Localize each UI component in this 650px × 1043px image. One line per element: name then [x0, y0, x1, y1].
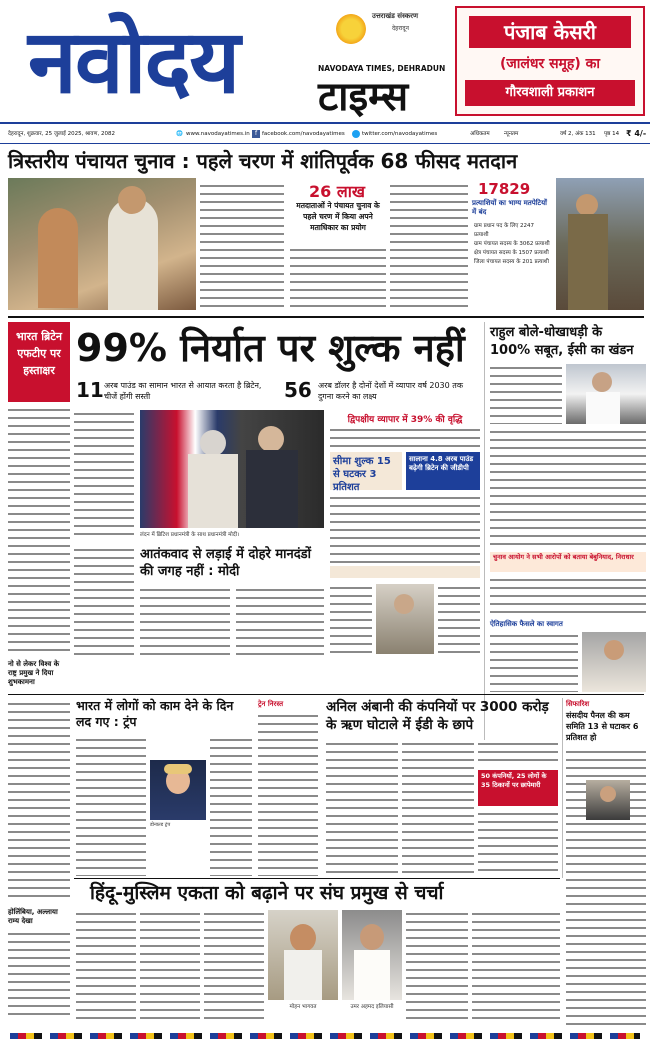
rahul-text-col4: [490, 632, 578, 692]
sangh-photo-1: [268, 910, 338, 1000]
ed-text-col2: [402, 740, 474, 876]
lead-bullet: क्षेत्र पंचायत सदस्य के 1507 प्रत्याशी: [474, 250, 549, 256]
trump-headline: भारत में लोगों को काम देने के दिन लद गए : ट्रंप: [76, 698, 234, 729]
divider: [562, 698, 563, 878]
sidebar-photo: [586, 780, 630, 820]
uk-photo-2: [376, 584, 434, 654]
uk-deal-side-label: भारत ब्रिटेन एफटीए पर हस्ताक्षर: [8, 322, 70, 402]
twitter-icon: [352, 130, 360, 138]
weather-max: अधिकतम: [470, 131, 490, 137]
left-brief-text-2: [8, 930, 70, 1020]
left-brief-text: [8, 700, 70, 900]
weather-min: न्यूनतम: [504, 131, 519, 137]
uk-stat-2-num: 56: [284, 378, 312, 402]
dateline-twitter[interactable]: twitter.com/navodayatimes: [362, 131, 438, 137]
trump-text-col1: [76, 736, 146, 876]
sangh-headline: हिंदू-मुस्लिम एकता को बढ़ाने पर संघ प्रमुख से चर्चा: [90, 882, 444, 904]
promo-line-3: गौरवशाली प्रकाशन: [465, 80, 635, 106]
uk-stat-2-text: अरब डॉलर है दोनों देशों में व्यापार वर्ष 2030 तक दुगना करने का लक्ष्य: [318, 381, 463, 401]
left-brief-sub: होलिंबिया, अल्लाया राम्य देखा: [8, 908, 58, 925]
masthead-sub-logo: टाइम्स: [318, 74, 409, 120]
uk-deal-text-col1: [8, 406, 70, 656]
divider: [8, 694, 644, 695]
lead-figure-1: 26 लाख: [309, 182, 365, 201]
registration-bar: [0, 1030, 650, 1043]
rahul-text-col1: [490, 364, 562, 424]
uk-trade-text-2: [330, 494, 480, 564]
lead-figure-2: 17829: [478, 180, 531, 198]
lead-photo-voters: [8, 178, 196, 310]
lead-figure-2-caption: प्रत्याशियों का भाग्य मतपेटियों में बंद: [472, 199, 547, 216]
sidebar-headline: संसदीय पैनल की कम समिति 13 से घटाकर 6 प्रतिशत हो: [566, 711, 639, 742]
rahul-photo-2: [582, 632, 646, 692]
lead-text-col3: [390, 182, 468, 310]
trump-photo: [150, 760, 206, 820]
uk-stat-1-num: 11: [76, 378, 104, 402]
uk-deal-text-col2: [74, 410, 134, 540]
uk-stat-1-text: अरब पाउंड का सामान भारत से आयात करता है ब्रिटेन, चीजें होंगी सस्ती: [104, 381, 262, 401]
sidebar-kicker: सिफारिश: [566, 700, 590, 708]
masthead: [0, 0, 650, 122]
uk-text-col6: [330, 584, 372, 654]
uk-deal-headline: 99% निर्यात पर शुल्क नहीं: [76, 326, 465, 370]
promo-box: [455, 6, 645, 116]
dateline-date: देहरादून, शुक्रवार, 25 जुलाई 2025, श्रावण, 2082: [8, 131, 115, 137]
sangh-photo-2: [342, 910, 402, 1000]
promo-line-2: (जालंधर समूह) का: [499, 56, 601, 72]
sun-icon: [336, 14, 366, 44]
dateline-pages: पृष्ठ 14: [604, 131, 620, 137]
trump-caption: डोनाल्ड ट्रंप: [150, 822, 171, 828]
dateline-facebook[interactable]: facebook.com/navodayatimes: [262, 131, 345, 137]
sangh-text-col4: [406, 910, 468, 1022]
sangh-text-col3: [204, 910, 264, 1022]
dateline-price: ₹ 4/-: [626, 129, 647, 138]
lead-bullet-list: [474, 222, 550, 267]
uk-box-2: सालाना 4.8 अरब पाउंड बढ़ेगी ब्रिटेन की जीडीपी: [406, 452, 480, 490]
ed-kicker: ट्रेन निरस्त: [258, 700, 284, 708]
uk-strip: [330, 566, 480, 578]
sangh-caption-2: उमर अहमद इलियासी: [350, 1004, 394, 1010]
rahul-photo: [566, 364, 646, 424]
uk-deal-subhead: आतंकवाद से लड़ाई में दोहरे मानदंडों की जगह नहीं : मोदी: [140, 547, 311, 579]
lead-text-col1: [200, 182, 284, 310]
sangh-text-col1: [76, 910, 136, 1022]
divider: [8, 316, 644, 318]
lead-headline: त्रिस्तरीय पंचायत चुनाव : पहले चरण में शांतिपूर्वक 68 फीसद मतदान: [8, 149, 518, 173]
rahul-sub: ऐतिहासिक फैसले का स्वागत: [490, 620, 563, 628]
lead-text-col2: [290, 246, 386, 310]
uk-deal-text-col3: [74, 546, 134, 656]
dateline-strip: [0, 122, 650, 144]
uk-deal-photo-caption: लंदन में ब्रिटिश प्रधानमंत्री के साथ प्रधानमंत्री मोदी।: [140, 532, 240, 538]
divider: [74, 878, 560, 879]
lead-bullet: ग्राम पंचायत सदस्य के 3062 प्रत्याशी: [474, 241, 550, 247]
uk-text-col7: [438, 584, 480, 654]
dateline-website[interactable]: www.navodayatimes.in: [186, 131, 250, 137]
dateline-issue: वर्ष 2, अंक 131: [560, 131, 596, 137]
masthead-english-name: NAVODAYA TIMES, DEHRADUN: [318, 64, 446, 73]
rahul-headline: राहुल बोले-धोखाधड़ी के 100% सबूत, ईसी का खंडन: [490, 325, 634, 358]
promo-line-1: पंजाब केसरी: [469, 16, 631, 48]
ed-text-col3: [478, 740, 558, 766]
rahul-text-col2: [490, 428, 646, 548]
uk-trade-text: [330, 426, 480, 448]
masthead-city: देहरादून: [392, 25, 409, 32]
globe-icon: 🌐: [176, 131, 183, 137]
sangh-caption-1: मोहन भागवत: [289, 1004, 317, 1010]
uk-deal-text-col4: [140, 586, 230, 656]
masthead-logo: नवोदय: [28, 10, 239, 113]
sangh-text-col2: [140, 910, 200, 1022]
left-brief-headline: नो से लेकर विश्व के राष्ट्र प्रमुख ने दिया शुभकामना: [8, 660, 60, 686]
uk-box-1: सीमा शुल्क 15 से घटकर 3 प्रतिशत: [330, 452, 402, 490]
divider: [484, 322, 485, 752]
rahul-text-col3: [490, 576, 646, 616]
uk-trade-head: द्विपक्षीय व्यापार में 39% की वृद्धि: [347, 415, 463, 425]
ed-text-col0: [258, 712, 318, 876]
uk-deal-text-col5: [236, 586, 324, 656]
lead-figure-1-caption: मतदाताओं ने पंचायत चुनाव के पहले चरण में किया अपने मताधिकार का प्रयोग: [296, 201, 380, 232]
facebook-icon: f: [252, 130, 260, 138]
sangh-text-col5: [472, 910, 560, 1022]
rahul-box: चुनाव आयोग ने सभी आरोपों को बताया बेबुनियाद, निराधार: [490, 552, 646, 572]
uk-deal-photo: [140, 410, 324, 528]
ed-text-col1: [326, 740, 398, 876]
masthead-tagline: उत्तराखंड संस्करण: [372, 12, 419, 20]
trump-text-col2: [210, 736, 252, 876]
lead-photo-police: [556, 178, 644, 310]
lead-bullet: जिला पंचायत सदस्य के 201 प्रत्याशी: [474, 259, 549, 265]
ed-headline: अनिल अंबानी की कंपनियों पर 3000 करोड़ के ऋण घोटाले में ईडी के छापे: [326, 699, 549, 733]
lead-bullet: ग्राम प्रधान पद के लिए 2247 प्रत्याशी: [474, 223, 535, 238]
ed-text-col4: [478, 810, 558, 876]
ed-badge: 50 कंपनियों, 25 लोगों के 35 ठिकानों पर छापेमारी: [478, 770, 558, 806]
